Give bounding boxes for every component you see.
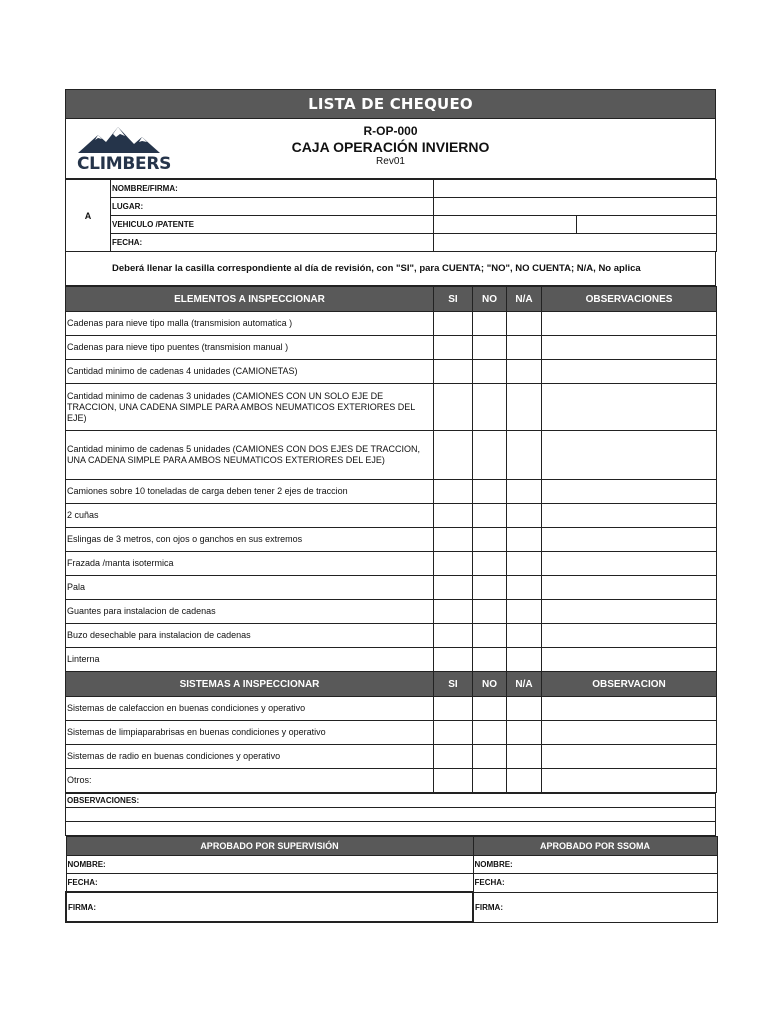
field-input-lugar[interactable] (434, 198, 717, 216)
no-cell[interactable] (473, 745, 507, 769)
field-input-vehiculo[interactable] (434, 216, 577, 234)
no-cell[interactable] (473, 600, 507, 624)
na-cell[interactable] (507, 552, 542, 576)
item-description: Sistemas de radio en buenas condiciones y operativo (66, 745, 434, 769)
supervision-nombre-field[interactable]: NOMBRE: (66, 856, 473, 874)
na-cell[interactable] (507, 600, 542, 624)
na-cell[interactable] (507, 360, 542, 384)
si-cell[interactable] (434, 600, 473, 624)
observation-cell[interactable] (542, 336, 717, 360)
item-description: Cadenas para nieve tipo malla (transmision automatica ) (66, 312, 434, 336)
observation-cell[interactable] (542, 312, 717, 336)
table-row (66, 576, 717, 600)
observation-cell[interactable] (542, 745, 717, 769)
no-cell[interactable] (473, 769, 507, 793)
no-cell[interactable] (473, 312, 507, 336)
observations-label: OBSERVACIONES: (66, 794, 716, 808)
si-cell[interactable] (434, 552, 473, 576)
elements-header-row (66, 287, 717, 312)
item-description: Eslingas de 3 metros, con ojos o ganchos en sus extremos (66, 528, 434, 552)
na-cell[interactable] (507, 721, 542, 745)
no-cell[interactable] (473, 528, 507, 552)
document-revision: Rev01 (376, 156, 405, 167)
observations-line[interactable] (66, 808, 716, 822)
item-description: Cantidad minimo de cadenas 5 unidades (CAMIONES CON DOS EJES DE TRACCION, UNA CADENA SIMPLE PARA AMBOS NEUMATICOS EXTERIORES DEL EJE) (66, 431, 434, 480)
item-description: Sistemas de calefaccion en buenas condiciones y operativo (66, 697, 434, 721)
na-cell[interactable] (507, 576, 542, 600)
na-cell[interactable] (507, 312, 542, 336)
table-row (66, 480, 717, 504)
na-cell[interactable] (507, 648, 542, 672)
observation-cell[interactable] (542, 769, 717, 793)
column-header-si: SI (434, 287, 473, 312)
column-header-si: SI (434, 672, 473, 697)
na-cell[interactable] (507, 431, 542, 480)
column-header-na: N/A (507, 287, 542, 312)
elements-table (65, 286, 717, 793)
si-cell[interactable] (434, 721, 473, 745)
column-header-no: NO (473, 672, 507, 697)
no-cell[interactable] (473, 648, 507, 672)
column-header-na: N/A (507, 672, 542, 697)
no-cell[interactable] (473, 552, 507, 576)
table-row (66, 648, 717, 672)
column-header-observacion: OBSERVACION (542, 672, 717, 697)
supervision-fecha-field[interactable]: FECHA: (66, 874, 473, 893)
column-header-elements: ELEMENTOS A INSPECCIONAR (66, 287, 434, 312)
si-cell[interactable] (434, 745, 473, 769)
na-cell[interactable] (507, 504, 542, 528)
no-cell[interactable] (473, 360, 507, 384)
no-cell[interactable] (473, 624, 507, 648)
observation-cell[interactable] (542, 528, 717, 552)
no-cell[interactable] (473, 384, 507, 431)
si-cell[interactable] (434, 384, 473, 431)
item-description: Camiones sobre 10 toneladas de carga deben tener 2 ejes de traccion (66, 480, 434, 504)
table-row (66, 721, 717, 745)
na-cell[interactable] (507, 480, 542, 504)
table-row (66, 431, 717, 480)
ssoma-fecha-field[interactable]: FECHA: (473, 874, 717, 893)
si-cell[interactable] (434, 769, 473, 793)
table-row (66, 528, 717, 552)
table-row (66, 552, 717, 576)
item-description: Sistemas de limpiaparabrisas en buenas condiciones y operativo (66, 721, 434, 745)
si-cell[interactable] (434, 528, 473, 552)
item-description: Frazada /manta isotermica (66, 552, 434, 576)
approval-supervision-title: APROBADO POR SUPERVISIÓN (66, 837, 473, 856)
si-cell[interactable] (434, 576, 473, 600)
si-cell[interactable] (434, 504, 473, 528)
column-header-no: NO (473, 287, 507, 312)
na-cell[interactable] (507, 384, 542, 431)
field-label-fecha: FECHA: (111, 234, 434, 252)
item-description: Guantes para instalacion de cadenas (66, 600, 434, 624)
table-row (66, 624, 717, 648)
si-cell[interactable] (434, 336, 473, 360)
na-cell[interactable] (507, 769, 542, 793)
supervision-firma-field[interactable]: FIRMA: (66, 892, 473, 922)
checklist-sheet (65, 89, 716, 923)
table-row (66, 697, 717, 721)
approval-ssoma-title: APROBADO POR SSOMA (473, 837, 717, 856)
table-row (66, 312, 717, 336)
item-description: Buzo desechable para instalacion de cadenas (66, 624, 434, 648)
item-description: Cantidad minimo de cadenas 4 unidades (CAMIONETAS) (66, 360, 434, 384)
observation-cell[interactable] (542, 552, 717, 576)
si-cell[interactable] (434, 312, 473, 336)
document-code: R-OP-000 (363, 124, 418, 138)
si-cell[interactable] (434, 360, 473, 384)
table-row (66, 745, 717, 769)
table-row (66, 504, 717, 528)
observation-cell[interactable] (542, 648, 717, 672)
observation-cell[interactable] (542, 697, 717, 721)
observation-cell[interactable] (542, 431, 717, 480)
si-cell[interactable] (434, 697, 473, 721)
logo-text: CLIMBERS (77, 154, 172, 174)
field-label-nombre: NOMBRE/FIRMA: (111, 180, 434, 198)
item-description: Cadenas para nieve tipo puentes (transmision manual ) (66, 336, 434, 360)
table-row (66, 600, 717, 624)
no-cell[interactable] (473, 721, 507, 745)
na-cell[interactable] (507, 745, 542, 769)
item-description: Linterna (66, 648, 434, 672)
na-cell[interactable] (507, 528, 542, 552)
instruction-text: Deberá llenar la casilla correspondiente al día de revisión, con "SI", para CUENTA; "NO", NO CUENTA; N/A, No aplica (65, 252, 716, 286)
field-input-patente[interactable] (577, 216, 717, 234)
no-cell[interactable] (473, 336, 507, 360)
observation-cell[interactable] (542, 384, 717, 431)
table-row (66, 360, 717, 384)
ssoma-nombre-field[interactable]: NOMBRE: (473, 856, 717, 874)
observation-cell[interactable] (542, 600, 717, 624)
document-code-block (66, 124, 715, 167)
observation-cell[interactable] (542, 360, 717, 384)
na-cell[interactable] (507, 336, 542, 360)
no-cell[interactable] (473, 431, 507, 480)
item-description: Otros: (66, 769, 434, 793)
systems-header-row (66, 672, 717, 697)
observation-cell[interactable] (542, 576, 717, 600)
item-description: Cantidad minimo de cadenas 3 unidades (CAMIONES CON UN SOLO EJE DE TRACCION, UNA CADENA SIMPLE PARA AMBOS NEUMATICOS EXTERIORES DEL EJE) (66, 384, 434, 431)
column-header-observaciones: OBSERVACIONES (542, 287, 717, 312)
observation-cell[interactable] (542, 624, 717, 648)
table-row (66, 336, 717, 360)
field-input-fecha[interactable] (434, 234, 717, 252)
column-header-systems: SISTEMAS A INSPECCIONAR (66, 672, 434, 697)
si-cell[interactable] (434, 480, 473, 504)
observation-cell[interactable] (542, 504, 717, 528)
no-cell[interactable] (473, 504, 507, 528)
si-cell[interactable] (434, 431, 473, 480)
observations-table (65, 793, 716, 836)
field-label-lugar: LUGAR: (111, 198, 434, 216)
no-cell[interactable] (473, 697, 507, 721)
observation-cell[interactable] (542, 480, 717, 504)
approval-table (65, 836, 718, 923)
no-cell[interactable] (473, 480, 507, 504)
info-table (65, 179, 717, 252)
no-cell[interactable] (473, 576, 507, 600)
item-description: Pala (66, 576, 434, 600)
na-cell[interactable] (507, 624, 542, 648)
si-cell[interactable] (434, 624, 473, 648)
na-cell[interactable] (507, 697, 542, 721)
table-row (66, 384, 717, 431)
section-letter: A (66, 180, 111, 252)
si-cell[interactable] (434, 648, 473, 672)
document-title: CAJA OPERACIÓN INVIERNO (291, 139, 490, 155)
form-title: LISTA DE CHEQUEO (65, 89, 716, 119)
ssoma-firma-field[interactable]: FIRMA: (473, 892, 717, 922)
item-description: 2 cuñas (66, 504, 434, 528)
field-input-nombre[interactable] (434, 180, 717, 198)
observation-cell[interactable] (542, 721, 717, 745)
field-label-vehiculo: VEHICULO /PATENTE (111, 216, 434, 234)
form-header (65, 119, 716, 179)
table-row (66, 769, 717, 793)
observations-line[interactable] (66, 822, 716, 836)
